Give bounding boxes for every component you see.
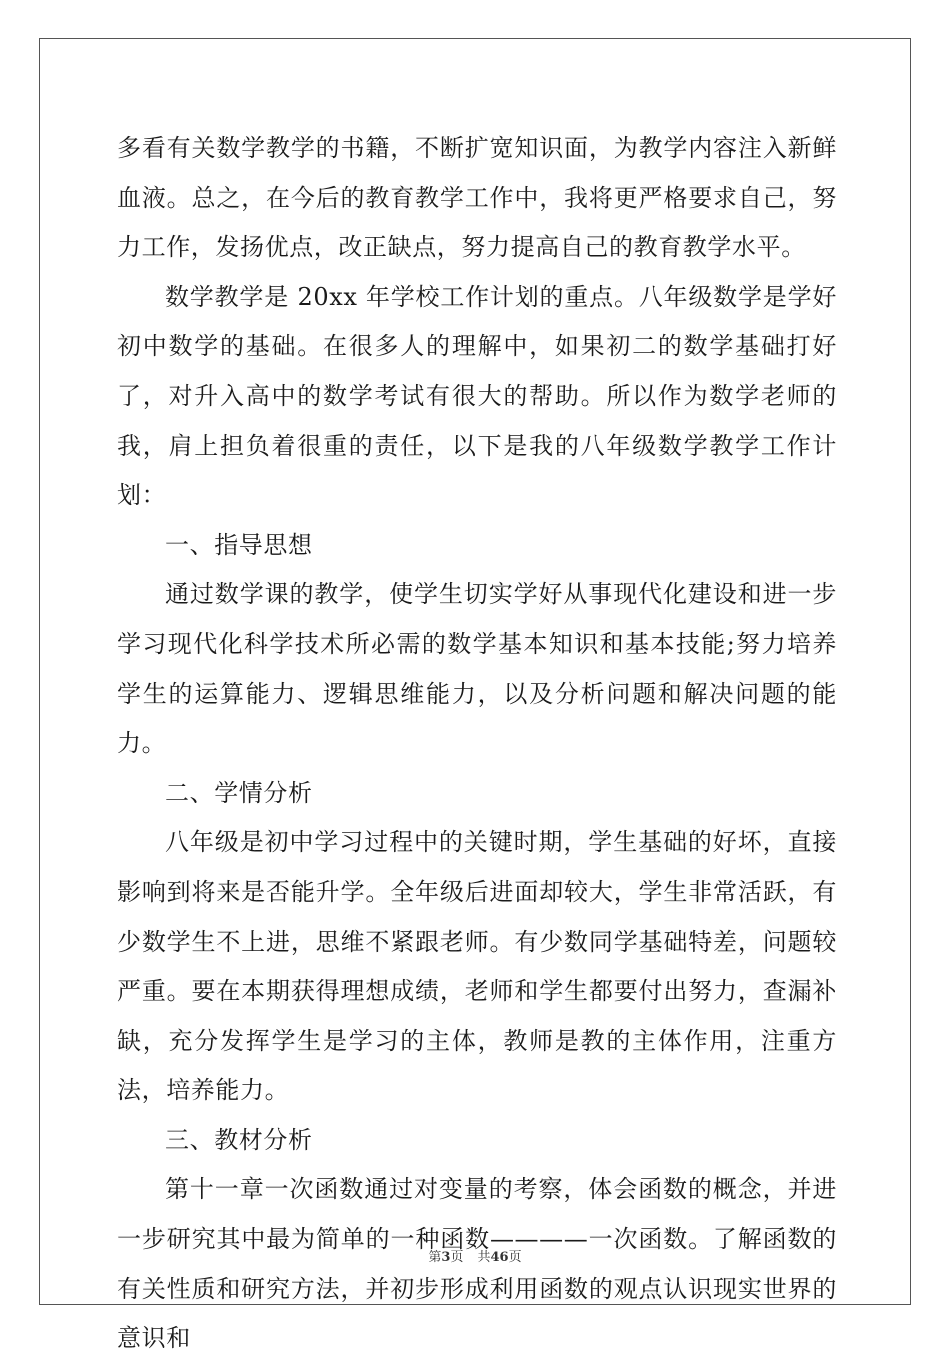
current-page-number: 3 [441,1250,451,1265]
section-heading-guiding-idea: 一、指导思想 [165,530,313,559]
total-prefix: 共 [477,1250,491,1265]
page-suffix: 页 [450,1250,464,1265]
paragraph-textbook-analysis: 第十一章一次函数通过对变量的考察，体会函数的概念，并进一步研究其中最为简单的一种函数————一次函数。了解函数的有关性质和研究方法，并初步形成利用函数的观点认识现实世界的意识和 [117,1175,837,1353]
paragraph-continuation: 多看有关数学教学的书籍，不断扩宽知识面，为教学内容注入新鲜血液。总之，在今后的教育教学工作中，我将更严格要求自己，努力工作，发扬优点，改正缺点，努力提高自己的教育教学水平。 [117,134,837,262]
paragraph-student-analysis: 八年级是初中学习过程中的关键时期，学生基础的好坏，直接影响到将来是否能升学。全年级后进面却较大，学生非常活跃，有少数学生不上进，思维不紧跟老师。有少数同学基础特差，问题较严重。要在本期获得理想成绩，老师和学生都要付出努力，查漏补缺，充分发挥学生是学习的主体，教师是教的主体作用，注重方法，培养能力。 [117,828,837,1105]
paragraph-intro: 数学教学是 20xx 年学校工作计划的重点。八年级数学是学好初中数学的基础。在很多人的理解中，如果初二的数学基础打好了，对升入高中的数学考试有很大的帮助。所以作为数学老师的我，肩上担负着很重的责任，以下是我的八年级数学教学工作计划： [117,282,837,510]
section-heading-textbook-analysis: 三、教材分析 [165,1125,313,1154]
page-footer [0,1246,950,1265]
total-page-count: 46 [490,1250,509,1265]
page-prefix: 第 [428,1250,442,1265]
document-body [117,124,837,1364]
section-heading-student-analysis: 二、学情分析 [165,778,313,807]
total-suffix: 页 [508,1250,522,1265]
paragraph-guiding-idea: 通过数学课的教学，使学生切实学好从事现代化建设和进一步学习现代化科学技术所必需的数学基本知识和基本技能;努力培养学生的运算能力、逻辑思维能力，以及分析问题和解决问题的能力。 [117,580,837,758]
